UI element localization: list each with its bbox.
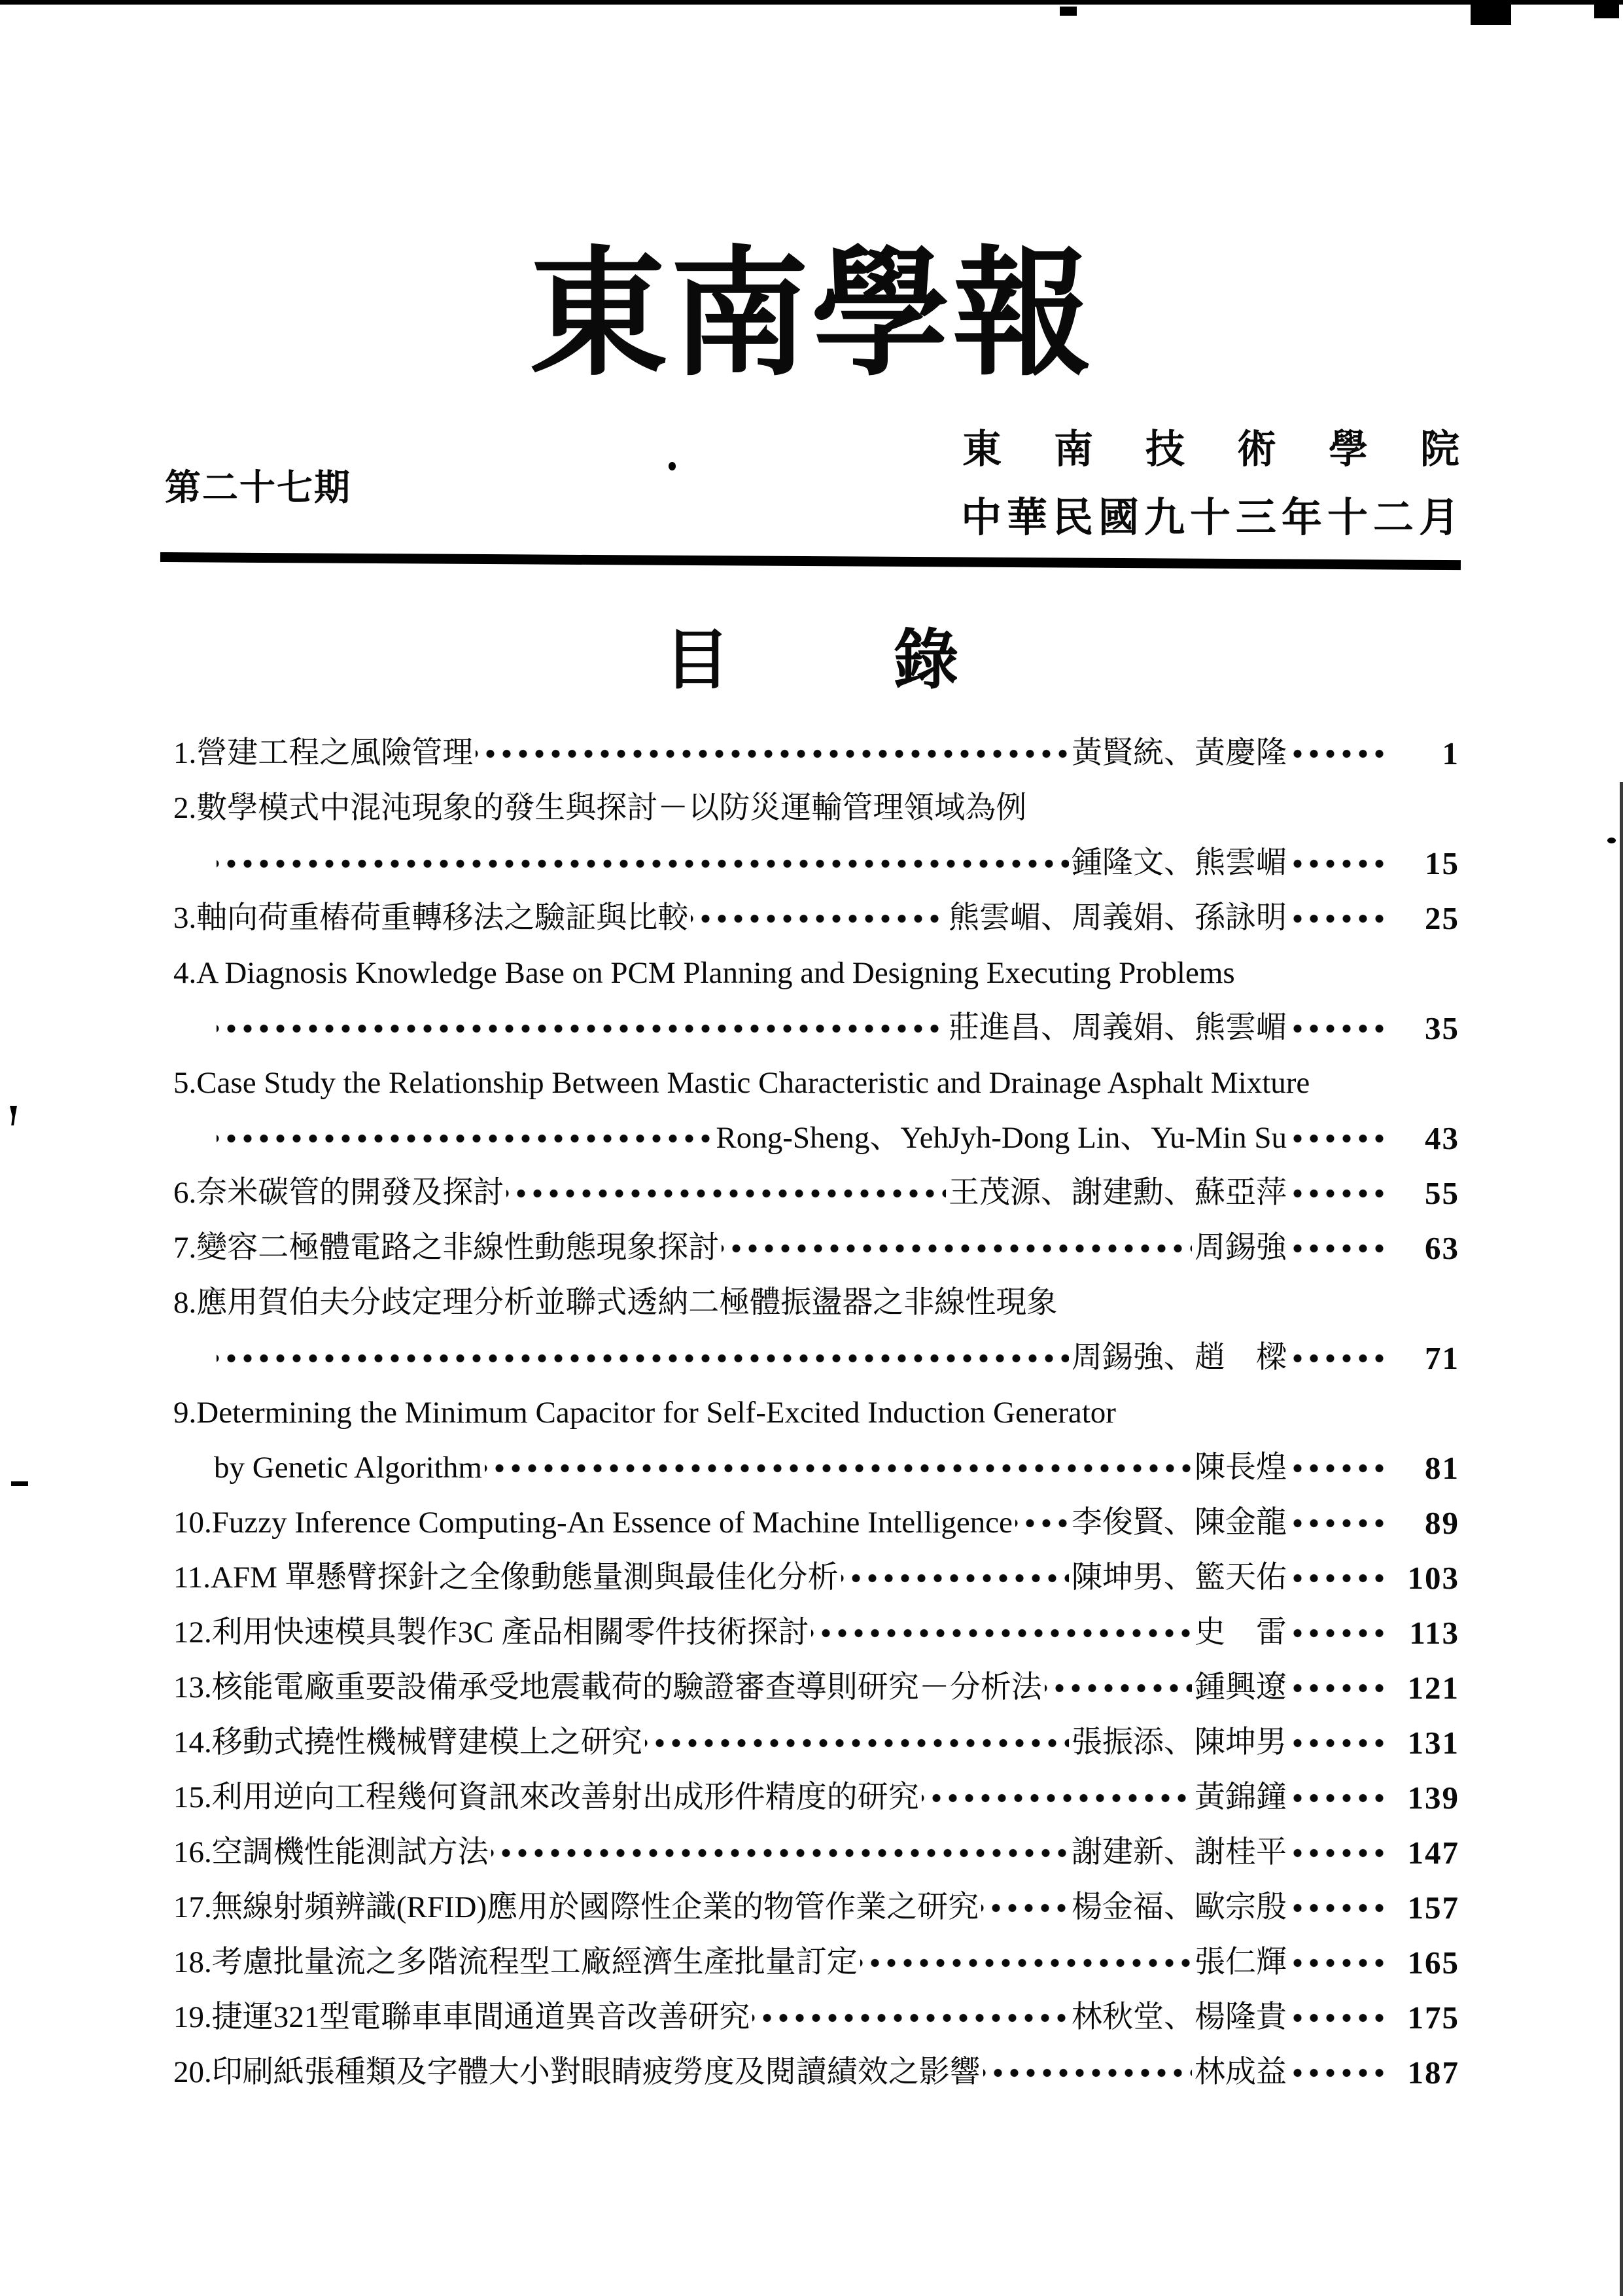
entry-authors: 陳坤男、籃天佑 xyxy=(1072,1561,1287,1595)
entry-title: 4.A Diagnosis Knowledge Base on PCM Planning and Designing Executing Problems xyxy=(173,956,1235,991)
header-row xyxy=(165,418,1512,543)
dotted-trail xyxy=(1287,1943,1386,1983)
dotted-trail xyxy=(1287,1118,1386,1159)
toc-entry xyxy=(173,1833,1459,1873)
entry-authors: 王茂源、謝建勳、蘇亞萍 xyxy=(949,1176,1287,1210)
entry-title: 20.印刷紙張種類及字體大小對眼睛疲勞度及閱讀績效之影響 xyxy=(173,2055,981,2090)
toc-list xyxy=(173,733,1459,2093)
page-number: 175 xyxy=(1407,2000,1459,2036)
dotted-trail xyxy=(1287,1998,1386,2038)
entry-authors: 莊進昌、周義娟、熊雲嵋 xyxy=(949,1011,1287,1046)
dotted-leader xyxy=(217,1118,713,1159)
toc-entry xyxy=(173,1613,1459,1653)
scan-artifact xyxy=(1471,4,1511,25)
toc-entry xyxy=(173,1173,1459,1214)
toc-title-char-left: 目 xyxy=(664,623,730,697)
entry-title: 10.Fuzzy Inference Computing-An Essence of Machine Intelligence xyxy=(173,1506,1013,1540)
entry-authors: 陳長煌 xyxy=(1195,1451,1287,1485)
dotted-leader xyxy=(1045,1668,1192,1708)
dotted-trail xyxy=(1287,1503,1386,1544)
entry-authors: 林秋堂、楊隆貴 xyxy=(1072,2000,1287,2035)
dotted-trail xyxy=(1287,2053,1386,2093)
toc-line xyxy=(214,843,1459,884)
toc-entry xyxy=(173,1393,1459,1489)
page-number: 89 xyxy=(1425,1505,1459,1542)
toc-entry xyxy=(173,733,1459,774)
page-number: 157 xyxy=(1407,1890,1459,1926)
entry-authors: 周錫強 xyxy=(1195,1231,1287,1265)
page-number: 55 xyxy=(1425,1175,1459,1212)
entry-title: 17.無線射頻辨識(RFID)應用於國際性企業的物管作業之研究 xyxy=(173,1890,979,1925)
toc-entry xyxy=(173,2053,1459,2093)
toc-line xyxy=(214,1118,1459,1159)
toc-entry xyxy=(173,1668,1459,1708)
dotted-leader xyxy=(811,1613,1192,1653)
entry-authors: 黃錦鐘 xyxy=(1195,1780,1287,1815)
dotted-leader xyxy=(645,1723,1069,1763)
dotted-trail xyxy=(1287,1558,1386,1598)
toc-line xyxy=(173,1943,1459,1983)
entry-authors: 張振添、陳坤男 xyxy=(1072,1725,1287,1760)
dotted-leader xyxy=(491,1833,1069,1873)
entry-title: 5.Case Study the Relationship Between Mastic Characteristic and Drainage Asphalt Mixture xyxy=(173,1066,1310,1101)
dotted-trail xyxy=(1287,1228,1386,1269)
entry-title: 12.利用快速模具製作3C 產品相關零件技術探討 xyxy=(173,1616,809,1650)
dotted-leader xyxy=(841,1558,1069,1598)
toc-line xyxy=(173,1228,1459,1269)
entry-authors: 李俊賢、陳金龍 xyxy=(1072,1506,1287,1540)
issue-number: 第二十七期 xyxy=(165,467,352,508)
dotted-leader xyxy=(983,2053,1192,2093)
entry-authors: 鍾興遼 xyxy=(1195,1670,1287,1705)
dotted-leader xyxy=(485,1448,1192,1489)
entry-authors: 黃賢統、黃慶隆 xyxy=(1072,736,1287,771)
entry-title: 19.捷運321型電聯車車間通道異音改善研究 xyxy=(173,2000,750,2035)
page-number: 131 xyxy=(1407,1725,1459,1761)
toc-line xyxy=(214,1008,1459,1049)
entry-title: 11.AFM 單懸臂探針之全像動態量測與最佳化分析 xyxy=(173,1561,839,1595)
dotted-leader xyxy=(860,1943,1192,1983)
entry-title: 14.移動式撓性機械臂建模上之研究 xyxy=(173,1725,642,1760)
page-number: 113 xyxy=(1409,1615,1459,1651)
toc-line xyxy=(173,788,1459,829)
scan-artifact xyxy=(669,462,676,470)
toc-line xyxy=(173,1668,1459,1708)
toc-line xyxy=(173,1833,1459,1873)
page-number: 1 xyxy=(1442,735,1459,772)
page-number: 15 xyxy=(1425,845,1459,882)
toc-line xyxy=(173,1778,1459,1818)
toc-line xyxy=(173,1063,1459,1104)
dotted-leader xyxy=(217,843,1069,884)
toc-entry xyxy=(173,898,1459,939)
page-number: 147 xyxy=(1407,1835,1459,1871)
dotted-trail xyxy=(1287,1448,1386,1489)
toc-line xyxy=(173,1173,1459,1214)
entry-authors: 謝建新、謝桂平 xyxy=(1072,1835,1287,1870)
scan-edge-right xyxy=(1620,782,1623,2296)
toc-entry xyxy=(173,1063,1459,1159)
dotted-trail xyxy=(1287,1613,1386,1653)
dotted-trail xyxy=(1287,1173,1386,1214)
toc-line xyxy=(173,1723,1459,1763)
scan-artifact xyxy=(1060,7,1077,16)
entry-title: 7.變容二極體電路之非線性動態現象探討 xyxy=(173,1231,720,1265)
scan-artifact xyxy=(1594,3,1619,18)
entry-authors: 熊雲嵋、周義娟、孫詠明 xyxy=(949,901,1287,936)
entry-title: 15.利用逆向工程幾何資訊來改善射出成形件精度的研究 xyxy=(173,1780,919,1815)
dotted-trail xyxy=(1287,1668,1386,1708)
toc-line xyxy=(173,1888,1459,1928)
dotted-leader xyxy=(217,1338,1069,1379)
dotted-leader xyxy=(476,733,1069,774)
page-number: 139 xyxy=(1407,1780,1459,1816)
dotted-leader xyxy=(722,1228,1192,1269)
publication-date: 中華民國九十三年十二月 xyxy=(960,495,1465,540)
entry-title: 3.軸向荷重樁荷重轉移法之驗証與比較 xyxy=(173,901,689,936)
toc-line xyxy=(173,898,1459,939)
entry-authors: 史 雷 xyxy=(1195,1616,1287,1650)
dotted-leader xyxy=(981,1888,1069,1928)
dotted-trail xyxy=(1287,1833,1386,1873)
entry-authors: 林成益 xyxy=(1195,2055,1287,2090)
page-number: 25 xyxy=(1425,900,1459,937)
scan-artifact xyxy=(1607,838,1616,843)
dotted-trail xyxy=(1287,898,1386,939)
dotted-trail xyxy=(1287,733,1386,774)
toc-title xyxy=(0,623,1623,697)
toc-entry xyxy=(173,1778,1459,1818)
entry-authors: Rong-Sheng、YehJyh-Dong Lin、Yu-Min Su xyxy=(716,1121,1287,1156)
entry-title: 1.營建工程之風險管理 xyxy=(173,736,474,771)
dotted-trail xyxy=(1287,1723,1386,1763)
entry-authors: 周錫強、趙 樑 xyxy=(1072,1341,1287,1375)
dotted-leader xyxy=(691,898,946,939)
page-number: 81 xyxy=(1425,1450,1459,1487)
entry-title: by Genetic Algorithm xyxy=(214,1451,482,1485)
page-number: 35 xyxy=(1425,1010,1459,1047)
entry-title: 6.奈米碳管的開發及探討 xyxy=(173,1176,504,1210)
toc-entry xyxy=(173,1943,1459,1983)
dotted-trail xyxy=(1287,843,1386,884)
dotted-leader xyxy=(506,1173,946,1214)
page-number: 187 xyxy=(1407,2055,1459,2091)
toc-title-char-right: 錄 xyxy=(893,623,959,697)
dotted-leader xyxy=(922,1778,1192,1818)
page-number: 43 xyxy=(1425,1120,1459,1157)
toc-line xyxy=(173,2053,1459,2093)
toc-entry xyxy=(173,788,1459,884)
toc-entry xyxy=(173,1283,1459,1379)
entry-title: 18.考慮批量流之多階流程型工廠經濟生產批量訂定 xyxy=(173,1945,858,1980)
entry-title: 8.應用賀伯夫分歧定理分析並聯式透納二極體振盪器之非線性現象 xyxy=(173,1286,1058,1320)
scan-artifact xyxy=(10,1106,17,1125)
toc-line xyxy=(214,1338,1459,1379)
page-number: 71 xyxy=(1425,1340,1459,1377)
dotted-trail xyxy=(1287,1778,1386,1818)
dotted-leader xyxy=(217,1008,946,1049)
toc-entry xyxy=(173,1888,1459,1928)
scan-artifact xyxy=(11,1481,28,1486)
entry-title: 9.Determining the Minimum Capacitor for Self-Excited Induction Generator xyxy=(173,1396,1116,1430)
entry-title: 13.核能電廠重要設備承受地震載荷的驗證審查導則研究－分析法 xyxy=(173,1670,1042,1705)
entry-title: 16.空調機性能測試方法 xyxy=(173,1835,489,1870)
page-number: 63 xyxy=(1425,1230,1459,1267)
toc-line xyxy=(173,1393,1459,1434)
dotted-leader xyxy=(1015,1503,1069,1544)
toc-line xyxy=(214,1448,1459,1489)
toc-entry xyxy=(173,1228,1459,1269)
page-number: 103 xyxy=(1407,1560,1459,1597)
institution-name: 東南技術學院 xyxy=(962,427,1512,471)
scan-edge-top xyxy=(0,0,1623,5)
toc-line xyxy=(173,733,1459,774)
toc-entry xyxy=(173,1723,1459,1763)
dotted-trail xyxy=(1287,1338,1386,1379)
header-rule xyxy=(160,552,1461,570)
dotted-leader xyxy=(752,1998,1069,2038)
entry-authors: 張仁輝 xyxy=(1195,1945,1287,1980)
entry-authors: 鍾隆文、熊雲嵋 xyxy=(1072,846,1287,881)
toc-line xyxy=(173,1998,1459,2038)
toc-line xyxy=(173,1613,1459,1653)
toc-line xyxy=(173,1503,1459,1544)
dotted-trail xyxy=(1287,1008,1386,1049)
toc-entry xyxy=(173,1503,1459,1544)
toc-entry xyxy=(173,1998,1459,2038)
dotted-trail xyxy=(1287,1888,1386,1928)
toc-line xyxy=(173,1558,1459,1598)
toc-entry xyxy=(173,953,1459,1049)
journal-title: 東南學報 xyxy=(529,236,1094,391)
toc-entry xyxy=(173,1558,1459,1598)
entry-authors: 楊金福、歐宗殷 xyxy=(1072,1890,1287,1925)
publisher-block xyxy=(960,418,1512,543)
toc-line xyxy=(173,1283,1459,1324)
entry-title: 2.數學模式中混沌現象的發生與探討－以防災運輸管理領域為例 xyxy=(173,791,1027,826)
page-number: 121 xyxy=(1407,1670,1459,1706)
page-number: 165 xyxy=(1407,1945,1459,1981)
toc-line xyxy=(173,953,1459,994)
